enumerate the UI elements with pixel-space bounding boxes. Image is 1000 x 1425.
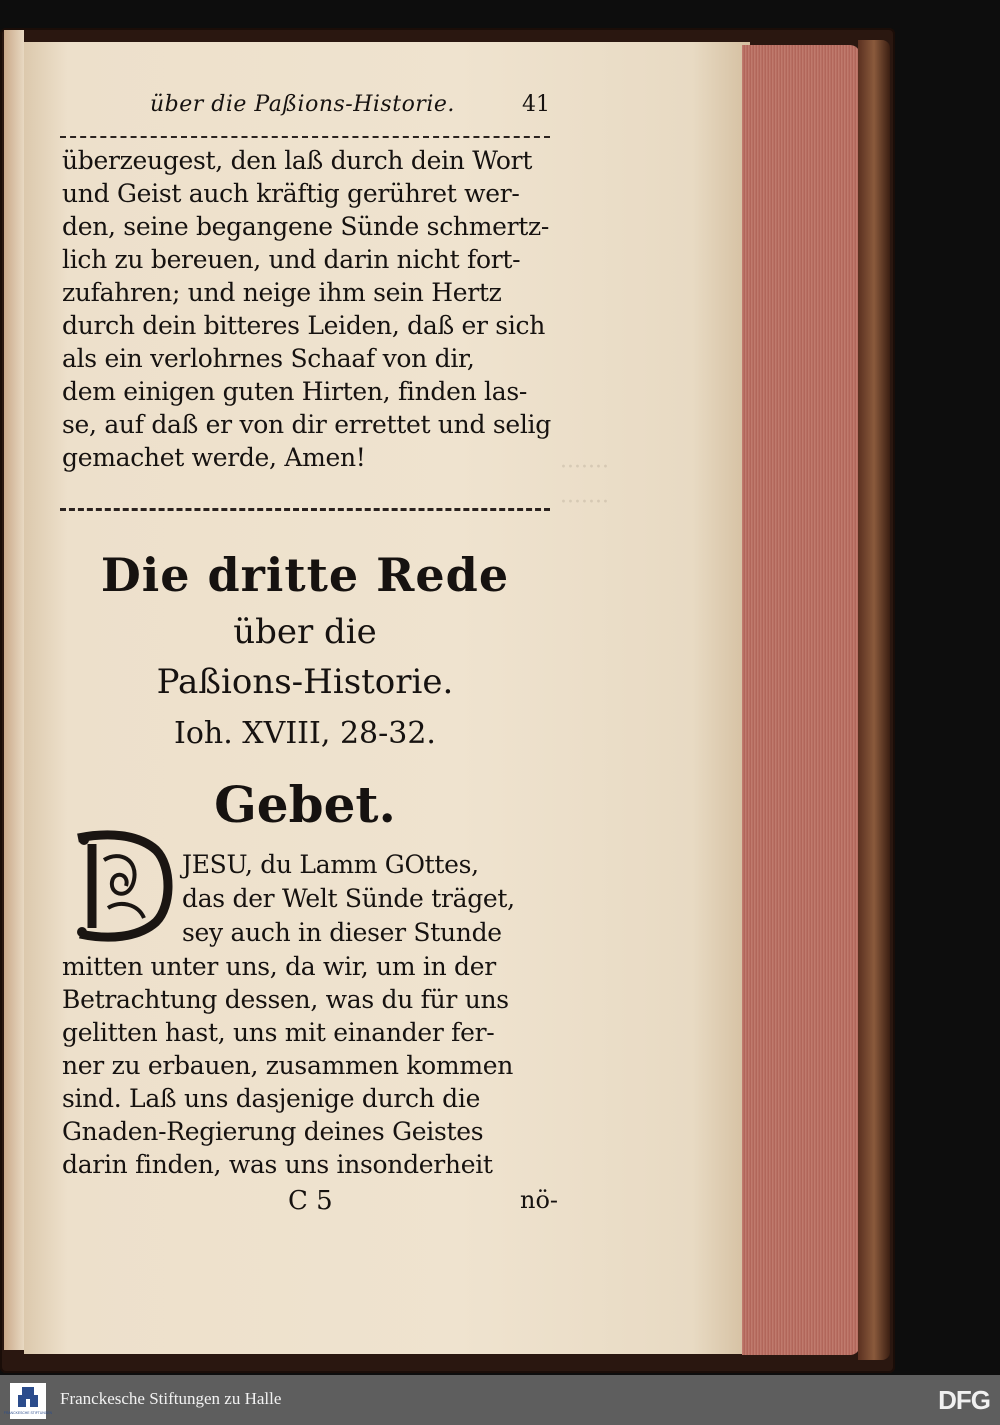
body-line: gemachet werde, Amen! <box>62 443 366 472</box>
prayer-line: Betrachtung dessen, was du für uns <box>62 985 509 1014</box>
page-edges <box>742 45 860 1355</box>
section-subtitle: über die <box>233 612 377 652</box>
prayer-line: das der Welt Sünde träget, <box>182 884 515 913</box>
section-rule <box>60 508 550 511</box>
prayer-line: darin finden, was uns insonderheit <box>62 1150 493 1179</box>
signature-mark: C 5 <box>288 1186 333 1216</box>
prayer-line: JESU, du Lamm GOttes, <box>182 850 479 879</box>
page-number: 41 <box>522 92 550 117</box>
bleed-through-text: ······· <box>560 455 609 480</box>
prayer-line: gelitten hast, uns mit einander fer- <box>62 1018 495 1047</box>
running-head-title: über die Paßions-Historie. <box>150 92 455 117</box>
catchword: nö- <box>520 1186 559 1214</box>
body-line: lich zu bereuen, und darin nicht fort- <box>62 245 521 274</box>
ornamental-initial-icon <box>68 830 176 942</box>
dfg-logo: DFG <box>938 1385 990 1415</box>
left-page-edge <box>4 30 24 1350</box>
header-rule <box>60 136 550 138</box>
running-header <box>60 92 550 124</box>
body-line: zufahren; und neige ihm sein Hertz <box>62 278 502 307</box>
prayer-line: ner zu erbauen, zusammen kommen <box>62 1051 514 1080</box>
body-line: durch dein bitteres Leiden, daß er sich <box>62 311 546 340</box>
body-line: und Geist auch kräftig gerühret wer- <box>62 179 520 208</box>
body-line: überzeugest, den laß durch dein Wort <box>62 146 533 175</box>
prayer-heading: Gebet. <box>214 775 396 834</box>
body-line: den, seine begangene Sünde schmertz- <box>62 212 550 241</box>
prayer-line: sind. Laß uns dasjenige durch die <box>62 1084 481 1113</box>
section-subtitle-2: Paßions-Historie. <box>156 662 454 702</box>
prayer-line: Gnaden-Regierung deines Geistes <box>62 1117 484 1146</box>
prayer-line: mitten unter uns, da wir, um in der <box>62 952 496 981</box>
prayer-line: sey auch in dieser Stunde <box>182 918 502 947</box>
body-line: se, auf daß er von dir errettet und selig <box>62 410 551 439</box>
section-title: Die dritte Rede <box>100 548 510 602</box>
body-line: dem einigen guten Hirten, finden las- <box>62 377 528 406</box>
scripture-reference: Ioh. XVIII, 28-32. <box>174 716 436 751</box>
institution-logo-icon <box>3 1383 53 1419</box>
cover-spine-edge <box>858 40 890 1360</box>
body-line: als ein verlohrnes Schaaf von dir, <box>62 344 475 373</box>
footer-bar <box>0 1375 1000 1425</box>
logo-caption: FRANCKESCHE STIFTUNGEN <box>3 1411 53 1415</box>
bleed-through-text: ······· <box>560 490 609 515</box>
institution-name: Franckesche Stiftungen zu Halle <box>60 1389 282 1408</box>
